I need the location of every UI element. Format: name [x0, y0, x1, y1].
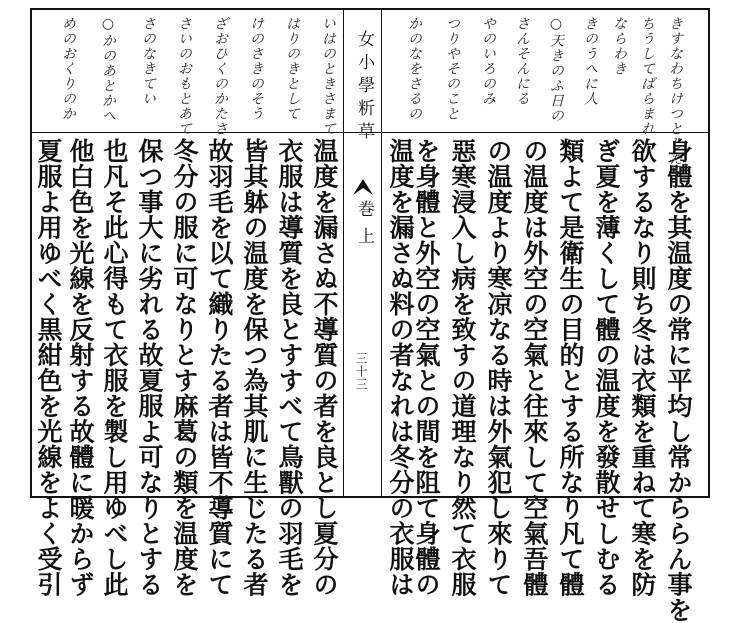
volume-label: 巻上 [354, 200, 374, 254]
upper-right-line-9: かのなをさるの [406, 16, 422, 121]
upper-left-line-3: けのさきのそう [248, 16, 264, 121]
main-left-line-4: 故羽毛を以て織りたる者は皆不導質にて [205, 138, 234, 597]
main-right-line-4: 類よて是衛生の目的とする所なり凡て體 [556, 138, 585, 597]
main-left-line-6: 保つ事大に劣れる故夏服よ可なりとする [135, 138, 164, 597]
main-right-line-5: の温度は外空の空氣と往來して空氣吾體 [520, 138, 549, 597]
upper-right-line-8: つりやそのこと [444, 16, 460, 121]
upper-left-line-6: さのなきてい [140, 16, 156, 106]
main-right-line-6: の温度より寒凉なる時は外氣犯し來りて [484, 138, 513, 597]
center-rule-left [343, 8, 344, 498]
upper-left-line-4: ざおひくのかたさ [212, 16, 228, 136]
main-left-line-8: 他白色を光線を反射する故體に暖からず [66, 138, 95, 597]
main-right-line-7: 惡寒浸入し病を致すの道理なり然て衣服 [448, 138, 477, 597]
upper-left-line-8: めのおくりのか [60, 16, 76, 121]
upper-right-line-7: やのいろのみ [480, 16, 496, 106]
upper-left-line-7: ○かのあとかへ [100, 16, 116, 123]
upper-right-line-3: ならわき [611, 16, 627, 76]
main-left-line-1: 温度を漏さぬ不導質の者を良とし夏分の [310, 138, 339, 597]
main-right-line-1: 身體を其温度の常に平均し常かららん事を [664, 138, 693, 623]
upper-right-line-1: きすなわちけつとした [667, 16, 683, 166]
main-right-line-8: を身體と外空の空氣との間を阻て身體の [412, 138, 441, 597]
main-left-line-7: 也凡そ此心得もて衣服を製し用ゆべし此 [100, 138, 129, 597]
fishtail-marker [352, 176, 374, 196]
main-left-line-9: 夏服よ用ゆべく黒紺色を光線をよく受引 [34, 138, 63, 597]
main-right-line-3: ぎ夏を薄くして體の温度を發散せしむる [592, 138, 621, 597]
main-left-line-2: 衣服は導質を良とすすべて鳥獸の羽毛を [275, 138, 304, 597]
upper-right-line-4: きのうへに人 [582, 16, 598, 106]
book-title: 女小學䉼草 [354, 30, 374, 145]
upper-left-line-5: さいのおもとあて [176, 16, 192, 136]
main-right-line-2: 欲するなり則ち冬は衣類を重ねて寒を防 [628, 138, 657, 597]
folio-number: 三十三 [354, 352, 368, 391]
upper-right-line-6: さんそんにる [514, 16, 530, 106]
upper-right-line-2: ちうしてばらまれ [639, 16, 655, 136]
main-left-line-3: 皆其躰の温度を保つ為其肌に生じたる者 [240, 138, 269, 597]
center-rule-right [381, 8, 382, 498]
upper-left-line-2: はりのきとして [284, 16, 300, 121]
upper-right-line-5: ○天きのふ日の [548, 16, 564, 123]
main-left-line-5: 冬分の服に可なりとす麻葛の類を温度を [170, 138, 199, 597]
main-right-line-9: 温度を漏さぬ料の者なれは冬分の衣服は [386, 138, 415, 597]
upper-left-line-1: いはのときさまて [320, 16, 336, 136]
